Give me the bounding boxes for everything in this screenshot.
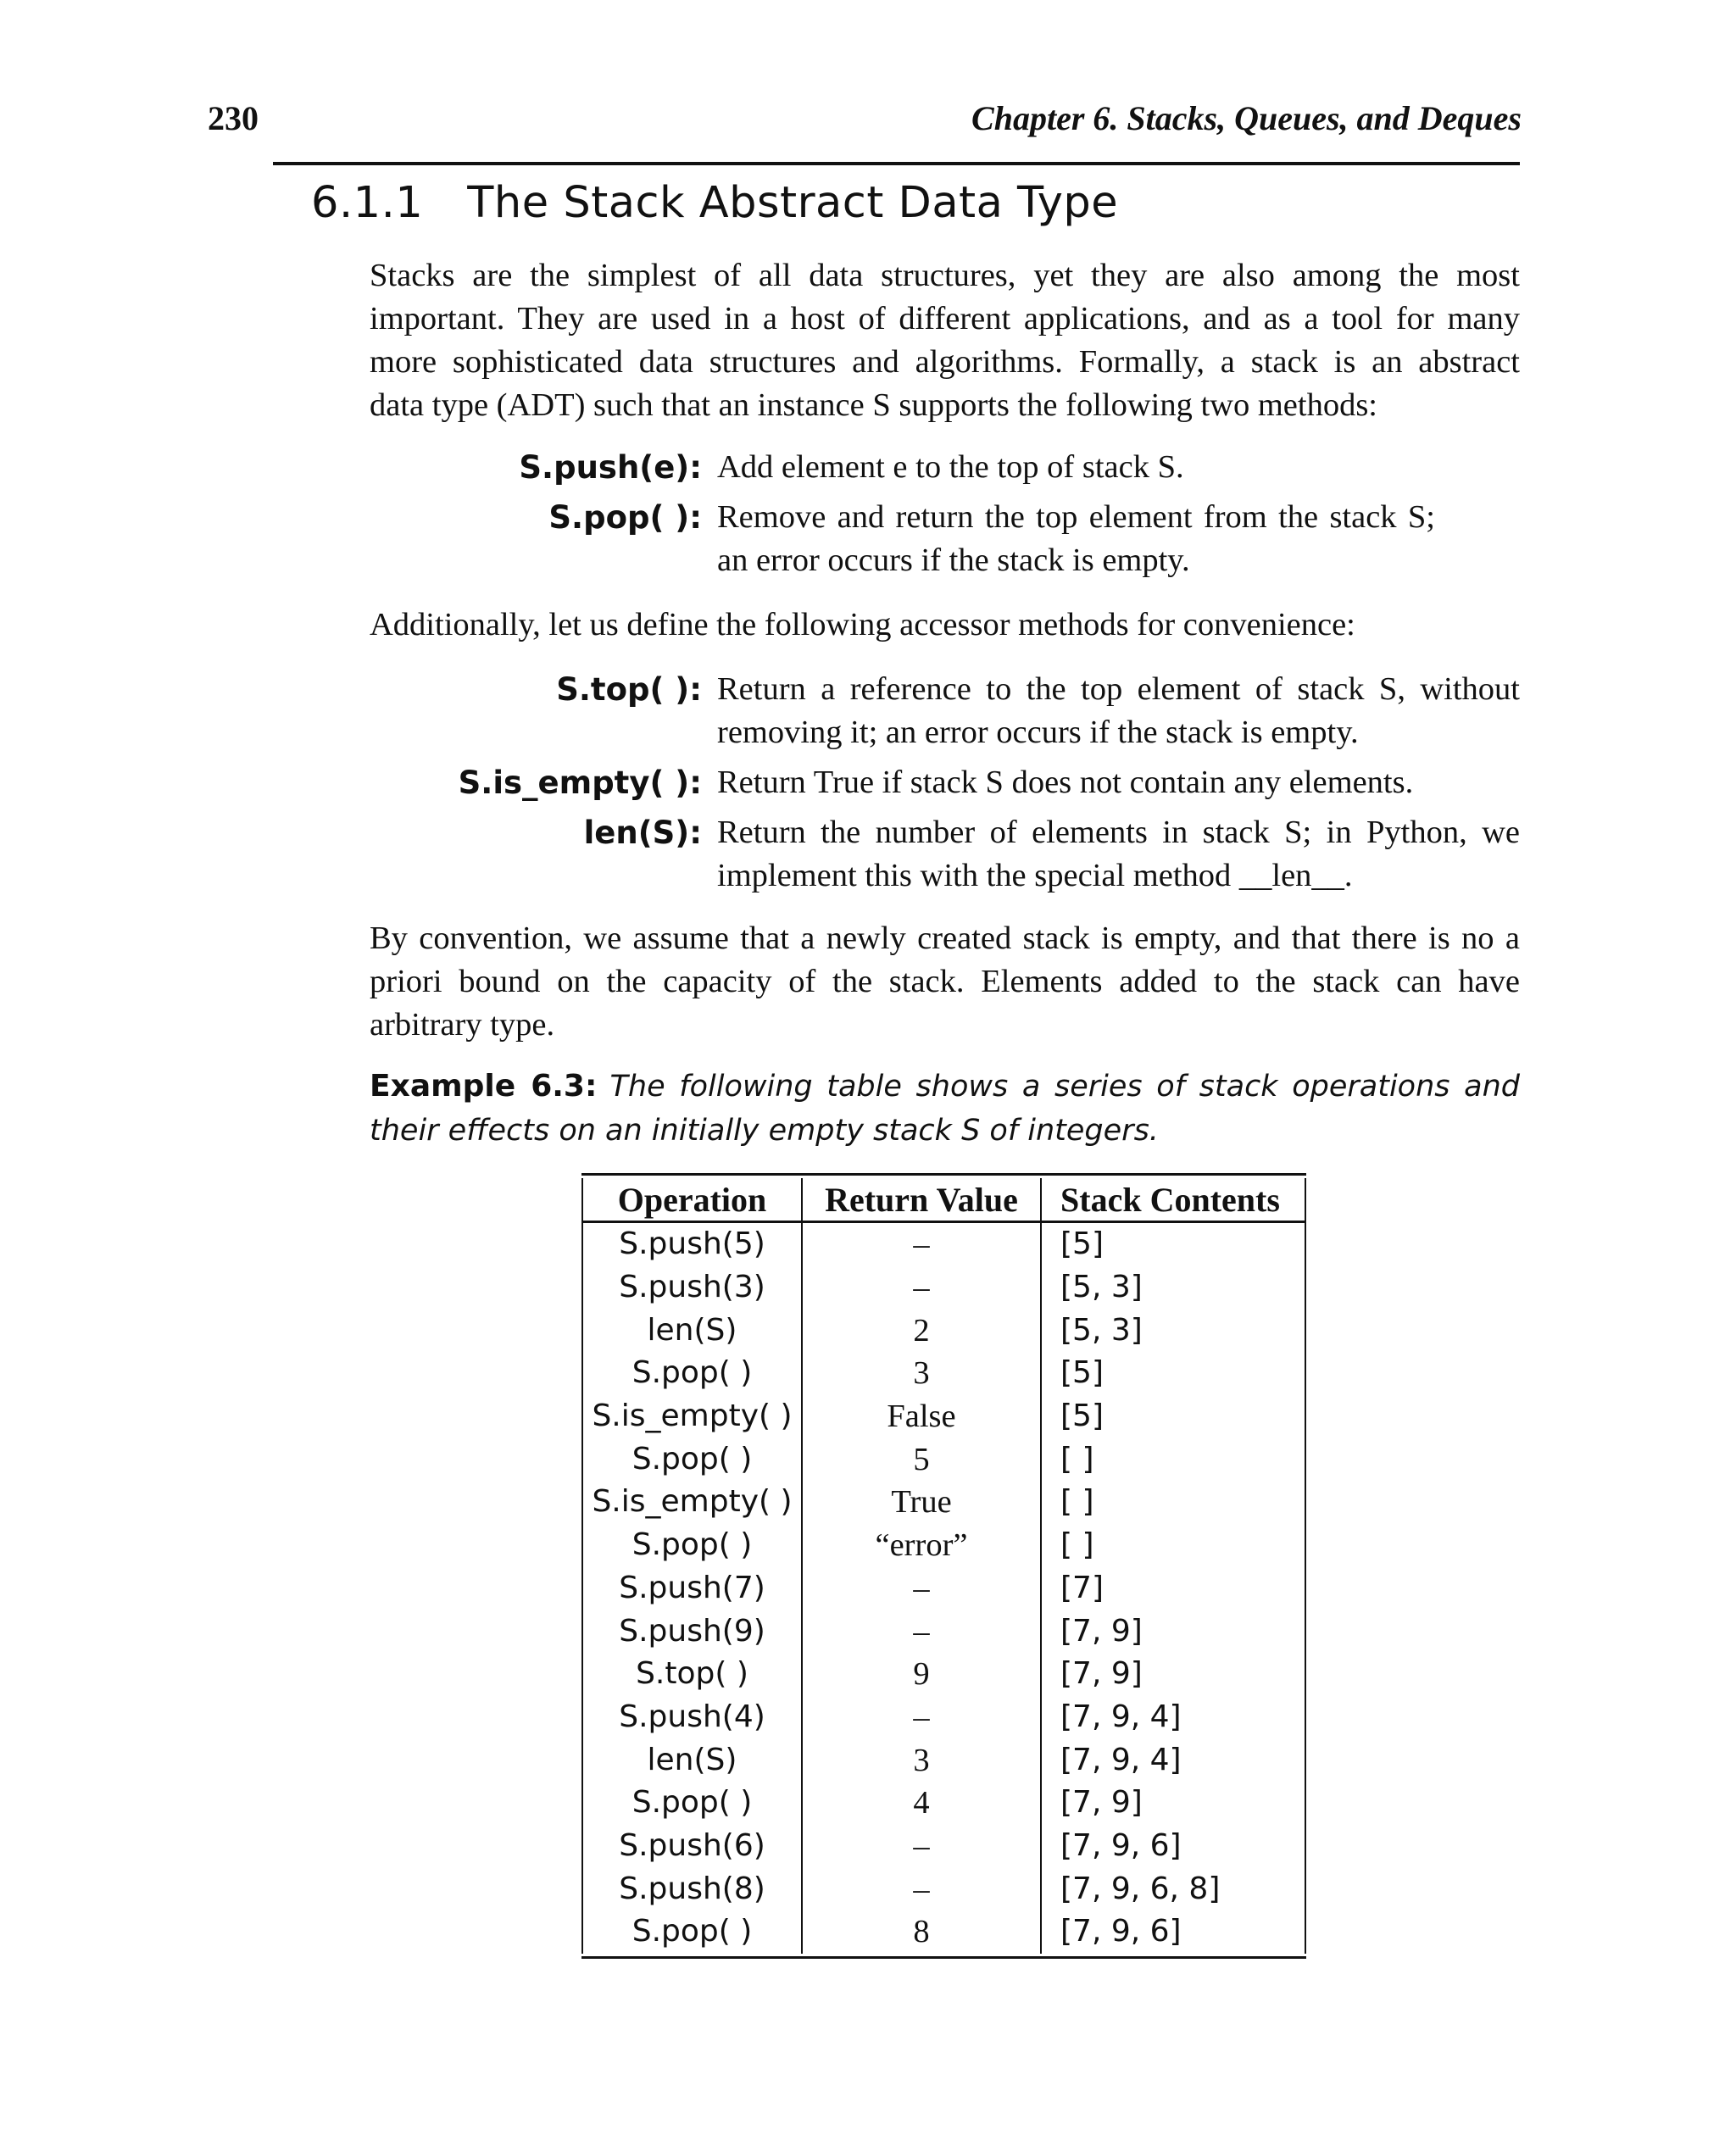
page-number: 230 xyxy=(208,99,259,137)
stack-operations-table xyxy=(581,1173,1306,1959)
chapter-title: Chapter 6. Stacks, Queues, and Deques xyxy=(971,99,1522,137)
table-top-rule xyxy=(581,1173,1306,1176)
table-row xyxy=(582,1438,1305,1481)
stack-contents-cell: [7, 9] xyxy=(1041,1782,1305,1825)
stack-contents-cell: [7] xyxy=(1041,1567,1305,1610)
accessor-desc: Return a reference to the top element of stack S, without removing it; an error occurs if the stack is empty. xyxy=(717,671,1520,750)
accessor-row xyxy=(370,668,1520,754)
section-heading xyxy=(311,178,1118,228)
stack-contents-cell: [7, 9, 4] xyxy=(1041,1738,1305,1782)
accessor-desc: Return the number of elements in stack S; in Python, we implement this with the special method __len__. xyxy=(717,815,1520,893)
table-row xyxy=(582,1222,1305,1266)
convention-paragraph: By convention, we assume that a newly created stack is empty, and that there is no a priori bound on the capacity of the stack. Elements added to the stack can have arbitrary type. xyxy=(370,920,1520,1043)
accessor-term: S.is_empty( ): xyxy=(458,765,702,801)
stack-contents-cell: [7, 9] xyxy=(1041,1610,1305,1653)
stack-contents-cell: [5] xyxy=(1041,1352,1305,1395)
table-row xyxy=(582,1825,1305,1868)
intro-line: Stacks are the simplest of all data structures, yet they are also among the most xyxy=(370,258,1520,293)
accessor-term: len(S): xyxy=(583,815,702,851)
operation-cell: S.pop( ) xyxy=(582,1910,802,1954)
method-desc: Remove and return the top element from the stack S; an error occurs if the stack is empty. xyxy=(717,499,1435,578)
method-desc: Add element e to the top of stack S. xyxy=(717,449,1184,485)
method-row xyxy=(370,496,1520,582)
table-row xyxy=(582,1352,1305,1395)
method-term: S.push(e): xyxy=(519,449,702,486)
operation-cell: S.push(4) xyxy=(582,1696,802,1739)
return-value-cell: “error” xyxy=(802,1524,1041,1567)
return-value-cell: – xyxy=(802,1266,1041,1310)
operation-cell: S.is_empty( ) xyxy=(582,1481,802,1524)
return-value-cell: 8 xyxy=(802,1910,1041,1954)
stack-contents-cell: [ ] xyxy=(1041,1481,1305,1524)
header-rule xyxy=(273,162,1520,165)
return-value-cell: 3 xyxy=(802,1738,1041,1782)
operation-cell: S.is_empty( ) xyxy=(582,1395,802,1438)
return-value-cell: 5 xyxy=(802,1438,1041,1481)
return-value-cell: – xyxy=(802,1567,1041,1610)
operation-cell: S.push(8) xyxy=(582,1867,802,1910)
return-value-cell: 4 xyxy=(802,1782,1041,1825)
operation-cell: S.push(5) xyxy=(582,1222,802,1266)
return-value-cell: – xyxy=(802,1825,1041,1868)
operation-cell: S.pop( ) xyxy=(582,1782,802,1825)
method-list xyxy=(370,446,1520,589)
operation-cell: len(S) xyxy=(582,1309,802,1352)
table-row xyxy=(582,1395,1305,1438)
return-value-cell: 2 xyxy=(802,1309,1041,1352)
column-header: Stack Contents xyxy=(1041,1178,1305,1222)
operation-cell: S.pop( ) xyxy=(582,1438,802,1481)
return-value-cell: – xyxy=(802,1610,1041,1653)
table-header-row xyxy=(582,1178,1305,1222)
stack-contents-cell: [7, 9, 6] xyxy=(1041,1910,1305,1954)
stack-contents-cell: [7, 9, 6] xyxy=(1041,1825,1305,1868)
stack-contents-cell: [5] xyxy=(1041,1395,1305,1438)
return-value-cell: – xyxy=(802,1696,1041,1739)
operation-cell: S.top( ) xyxy=(582,1653,802,1696)
stack-contents-cell: [5] xyxy=(1041,1222,1305,1266)
return-value-cell: 9 xyxy=(802,1653,1041,1696)
return-value-cell: – xyxy=(802,1222,1041,1266)
return-value-cell: 3 xyxy=(802,1352,1041,1395)
method-term: S.pop( ): xyxy=(548,499,702,536)
intro-line: more sophisticated data structures and algorithms. Formally, a stack is an abstract xyxy=(370,344,1520,380)
intro-line: data type (ADT) such that an instance S supports the following two methods: xyxy=(370,387,1378,423)
stack-contents-cell: [ ] xyxy=(1041,1524,1305,1567)
method-row xyxy=(370,446,1520,489)
return-value-cell: False xyxy=(802,1395,1041,1438)
accessor-row xyxy=(370,811,1520,898)
section-title: The Stack Abstract Data Type xyxy=(467,178,1119,228)
intro-line: important. They are used in a host of different applications, and as a tool for many xyxy=(370,301,1520,336)
example-paragraph xyxy=(370,1065,1520,1153)
table-body xyxy=(582,1222,1305,1954)
accessor-list xyxy=(370,668,1520,904)
section-number: 6.1.1 xyxy=(311,178,424,228)
column-header: Return Value xyxy=(802,1178,1041,1222)
table-row xyxy=(582,1610,1305,1653)
table-row xyxy=(582,1696,1305,1739)
table-row xyxy=(582,1910,1305,1954)
operations-table xyxy=(581,1178,1306,1954)
stack-contents-cell: [5, 3] xyxy=(1041,1309,1305,1352)
example-label: Example 6.3: xyxy=(370,1069,598,1104)
column-header: Operation xyxy=(582,1178,802,1222)
table-row xyxy=(582,1653,1305,1696)
table-row xyxy=(582,1782,1305,1825)
accessor-term: S.top( ): xyxy=(556,671,702,708)
operation-cell: S.push(3) xyxy=(582,1266,802,1310)
additional-paragraph: Additionally, let us define the following accessor methods for convenience: xyxy=(370,607,1355,642)
table-row xyxy=(582,1738,1305,1782)
stack-contents-cell: [7, 9, 6, 8] xyxy=(1041,1867,1305,1910)
stack-contents-cell: [7, 9] xyxy=(1041,1653,1305,1696)
operation-cell: S.push(7) xyxy=(582,1567,802,1610)
table-row xyxy=(582,1567,1305,1610)
stack-contents-cell: [ ] xyxy=(1041,1438,1305,1481)
table-row xyxy=(582,1524,1305,1567)
table-bottom-rule xyxy=(581,1956,1306,1959)
return-value-cell: True xyxy=(802,1481,1041,1524)
operation-cell: S.push(9) xyxy=(582,1610,802,1653)
operation-cell: S.pop( ) xyxy=(582,1352,802,1395)
operation-cell: S.pop( ) xyxy=(582,1524,802,1567)
operation-cell: S.push(6) xyxy=(582,1825,802,1868)
stack-contents-cell: [5, 3] xyxy=(1041,1266,1305,1310)
accessor-desc: Return True if stack S does not contain any elements. xyxy=(717,765,1414,800)
stack-contents-cell: [7, 9, 4] xyxy=(1041,1696,1305,1739)
table-row xyxy=(582,1266,1305,1310)
intro-paragraph xyxy=(370,254,1520,427)
operation-cell: len(S) xyxy=(582,1738,802,1782)
example-text: The following table shows a series of stack operations and their effects on an initially empty stack S of integers. xyxy=(370,1070,1520,1148)
return-value-cell: – xyxy=(802,1867,1041,1910)
running-head xyxy=(208,98,1522,149)
table-row xyxy=(582,1481,1305,1524)
table-row xyxy=(582,1309,1305,1352)
table-row xyxy=(582,1867,1305,1910)
accessor-row xyxy=(370,761,1520,804)
